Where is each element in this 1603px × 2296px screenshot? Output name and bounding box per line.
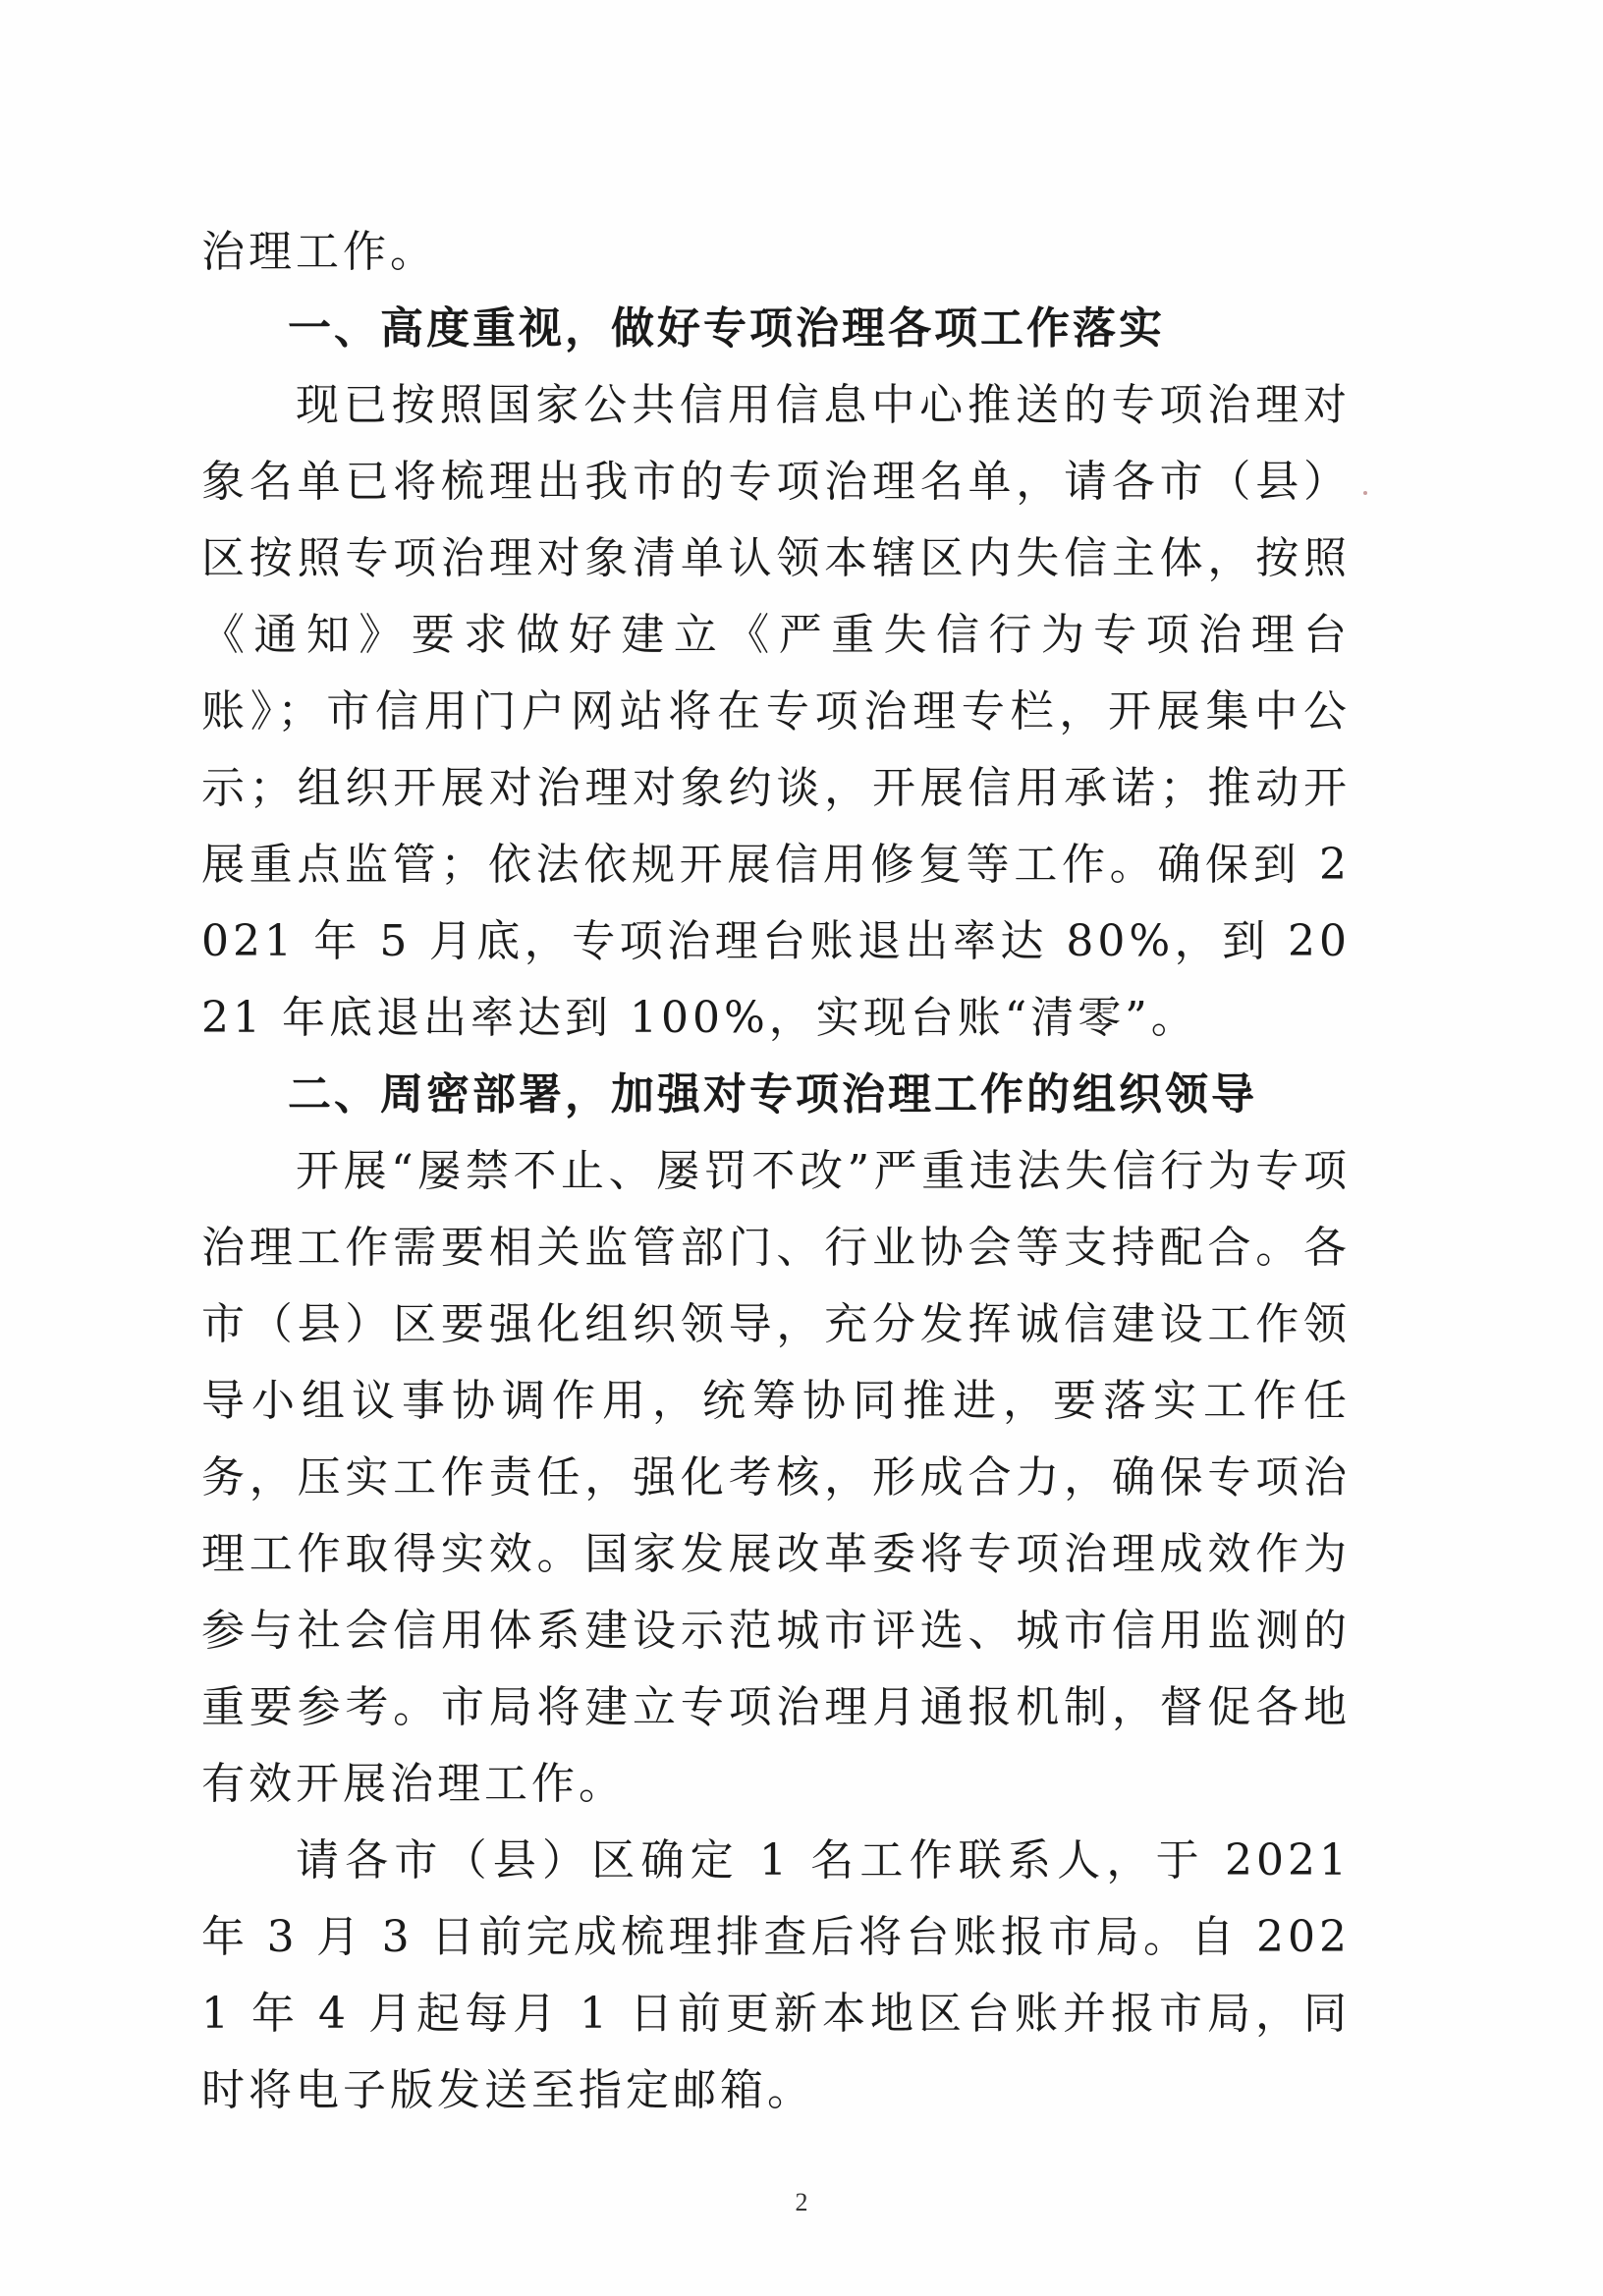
document-body [201,214,1351,2129]
section-heading-1: 一、高度重视，做好专项治理各项工作落实 [288,303,1165,354]
paragraph-contact-deadline: 请各市（县）区确定 1 名工作联系人，于 2021 年 3 月 3 日前完成梳理排查后将台账报市局。自 2021 年 4 月起每月 1 日前更新本地区台账并报市局，同时将电子版发送至指定邮箱。 [201,1835,1351,2115]
page-number: 2 [795,2188,808,2216]
section-heading-2: 二、周密部署，加强对专项治理工作的组织领导 [288,1069,1257,1120]
paragraph-section-2: 开展“屡禁不止、屡罚不改”严重违法失信行为专项治理工作需要相关监管部门、行业协会等支持配合。各市（县）区要强化组织领导，充分发挥诚信建设工作领导小组议事协调作用，统筹协同推进，要落实工作任务，压实工作责任，强化考核，形成合力，确保专项治理工作取得实效。国家发展改革委将专项治理成效作为参与社会信用体系建设示范城市评选、城市信用监测的重要参考。市局将建立专项治理月通报机制，督促各地有效开展治理工作。 [201,1146,1351,1809]
paragraph-section-1: 现已按照国家公共信用信息中心推送的专项治理对象名单已将梳理出我市的专项治理名单，请各市（县）区按照专项治理对象清单认领本辖区内失信主体，按照《通知》要求做好建立《严重失信行为专项治理台账》；市信用门户网站将在专项治理专栏，开展集中公示；组织开展对治理对象约谈，开展信用承诺；推动开展重点监管；依法依规开展信用修复等工作。确保到 2021 年 5 月底，专项治理台账退出率达 80%，到 2021 年底退出率达到 100%，实现台账“清零”。 [201,380,1351,1043]
paragraph-continuation: 治理工作。 [201,227,437,277]
scan-speck [1363,491,1367,495]
